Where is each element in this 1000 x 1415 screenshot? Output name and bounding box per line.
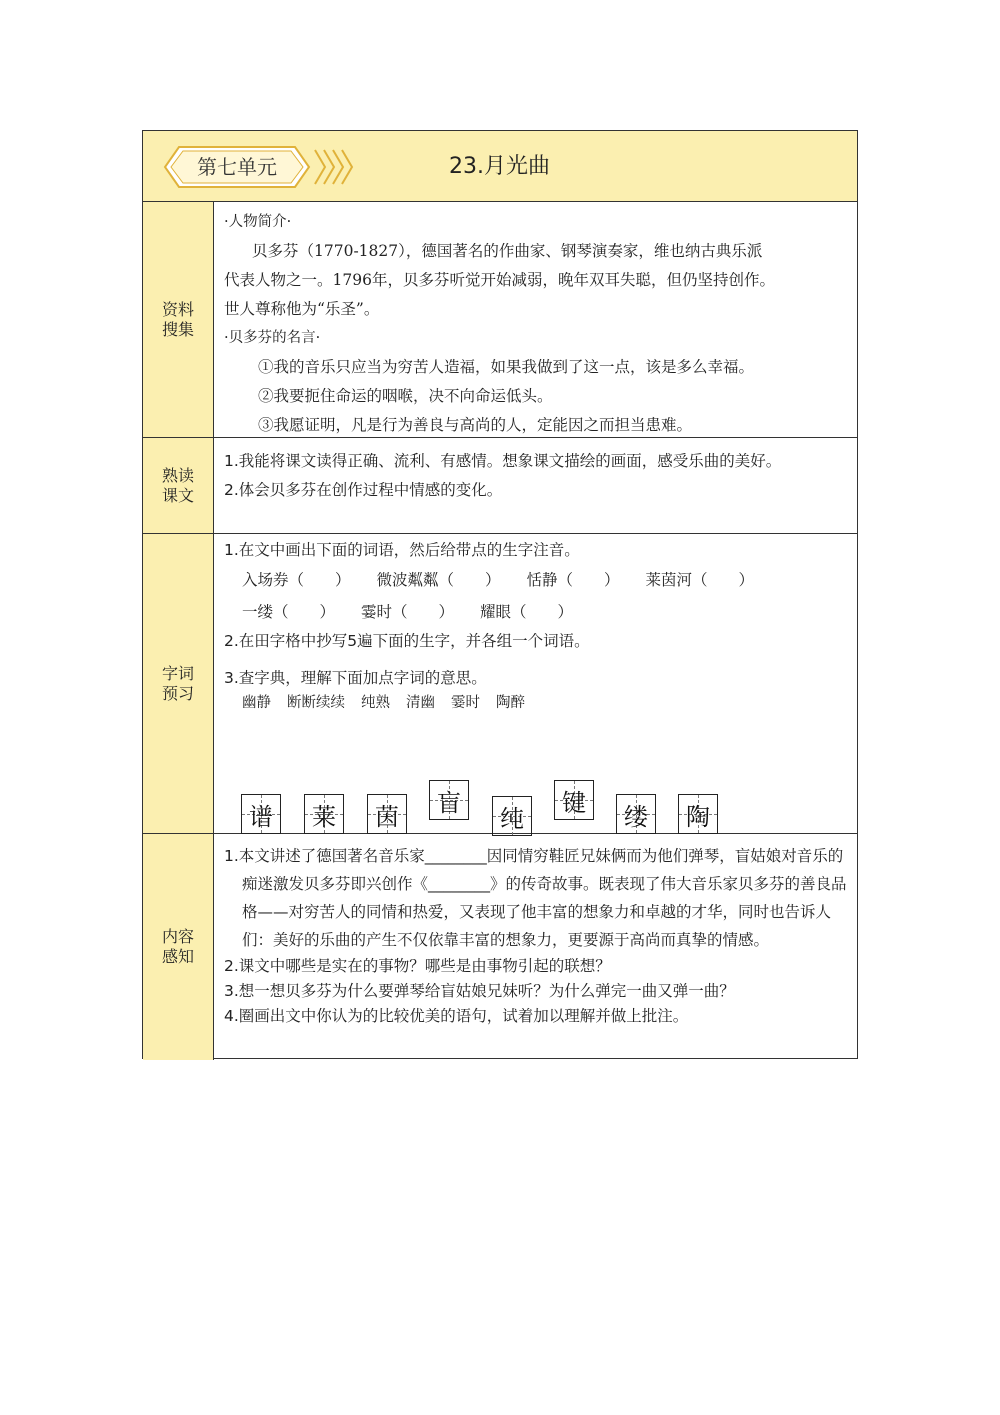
grid-char: 陶 (686, 802, 710, 831)
header-row (143, 131, 857, 202)
pinyin-word: 一缕（ ） (242, 603, 336, 621)
define-word: 幽静 (242, 695, 271, 711)
tianzige-box (429, 780, 469, 820)
unit-label: 第七单元 (197, 155, 277, 179)
materials-label-cell (143, 202, 214, 437)
tianzige-box (616, 794, 656, 834)
pinyin-word: 入场券（ ） (242, 571, 351, 589)
pinyin-word: 耀眼（ ） (480, 603, 574, 621)
materials-content (214, 202, 857, 437)
intro-line: 贝多芬（1770-1827），德国著名的作曲家、钢琴演奏家，维也纳古典乐派 (252, 242, 763, 260)
pinyin-word: 微波粼粼（ ） (376, 571, 501, 589)
content-label: 内容感知 (161, 927, 194, 966)
materials-row (143, 202, 857, 438)
content-item-4: 4.圈画出文中你认为的比较优美的语句，试着加以理解并做上批注。 (224, 1007, 689, 1025)
tianzige-box (304, 794, 344, 834)
content-item-1: 1.本文讲述了德国著名音乐家________因同情穷鞋匠兄妹俩而为他们弹琴，盲姑娘对音乐的痴迷激发贝多芬即兴创作《________》的传奇故事。既表现了伟大音乐家贝多芬的善良品格——对穷苦人的同情和热爱，又表现了他丰富的想象力和卓越的才华，同时也告诉人们：美好的乐曲的产生不仅依靠丰富的想象力，更要源于高尚而真挚的情感。 (224, 847, 847, 949)
quote-item: ①我的音乐只应当为穷苦人造福，如果我做到了这一点，该是多么幸福。 (258, 358, 755, 376)
intro-heading: ·人物简介· (224, 214, 292, 230)
grid-char: 键 (562, 788, 586, 817)
pinyin-word: 莱茵河（ ） (645, 571, 755, 589)
reading-content (214, 438, 857, 533)
grid-char: 盲 (437, 788, 461, 817)
materials-label: 资料搜集 (161, 299, 194, 339)
word-row-2 (224, 597, 849, 627)
define-word: 陶醉 (496, 695, 525, 711)
quotes-heading: ·贝多芬的名言· (224, 330, 321, 346)
quote-item: ③我愿证明，凡是行为善良与高尚的人，定能因之而担当患难。 (258, 416, 693, 434)
grid-char: 茵 (375, 802, 399, 831)
vocab-task-2: 2.在田字格中抄写5遍下面的生字，并各组一个词语。 (224, 632, 590, 650)
vocab-task-3: 3.查字典，理解下面加点字词的意思。 (224, 669, 487, 687)
content-item-2: 2.课文中哪些是实在的事物？哪些是由事物引起的联想？ (224, 957, 611, 975)
define-word: 断断续续 (287, 695, 345, 711)
content-body (214, 834, 857, 1060)
word-row-1 (224, 565, 849, 595)
reading-item: 1.我能将课文读得正确、流利、有感情。想象课文描绘的画面，感受乐曲的美好。 (224, 452, 782, 470)
word-row-3 (224, 693, 849, 713)
intro-line: 代表人物之一。1796年，贝多芬听觉开始减弱，晚年双耳失聪，但仍坚持创作。 (224, 271, 775, 289)
reading-row (143, 438, 857, 534)
tianzige-box (367, 794, 407, 834)
tianzige-box (241, 794, 281, 834)
vocab-content (214, 534, 857, 833)
pinyin-word: 恬静（ ） (526, 571, 620, 589)
grid-char: 谱 (249, 802, 273, 831)
grid-char: 缕 (624, 802, 648, 831)
define-word: 清幽 (406, 695, 435, 711)
vocab-row (143, 534, 857, 834)
content-row (143, 834, 857, 1060)
intro-line: 世人尊称他为“乐圣”。 (224, 300, 380, 318)
tianzige-box (678, 794, 718, 834)
reading-label-cell (143, 438, 214, 533)
pinyin-word: 霎时（ ） (361, 603, 455, 621)
define-word: 纯熟 (361, 695, 390, 711)
tianzige-box (492, 796, 532, 836)
lesson-title: 23.月光曲 (449, 154, 550, 179)
tianzige-box (554, 780, 594, 820)
reading-item: 2.体会贝多芬在创作过程中情感的变化。 (224, 481, 503, 499)
define-word: 霎时 (451, 695, 480, 711)
content-item-3: 3.想一想贝多芬为什么要弹琴给盲姑娘兄妹听？为什么弹完一曲又弹一曲？ (224, 982, 735, 1000)
vocab-task-1: 1.在文中画出下面的词语，然后给带点的生字注音。 (224, 541, 580, 559)
grid-char: 纯 (500, 804, 524, 833)
grid-char: 莱 (312, 802, 336, 831)
content-label-cell (143, 834, 214, 1060)
chevron-arrows-icon (313, 148, 359, 186)
reading-label: 熟读课文 (161, 465, 194, 505)
vocab-label: 字词预习 (161, 663, 194, 703)
unit-badge (163, 145, 311, 189)
vocab-label-cell (143, 534, 214, 833)
quote-item: ②我要扼住命运的咽喉，决不向命运低头。 (258, 387, 553, 405)
worksheet-table (142, 130, 858, 1059)
